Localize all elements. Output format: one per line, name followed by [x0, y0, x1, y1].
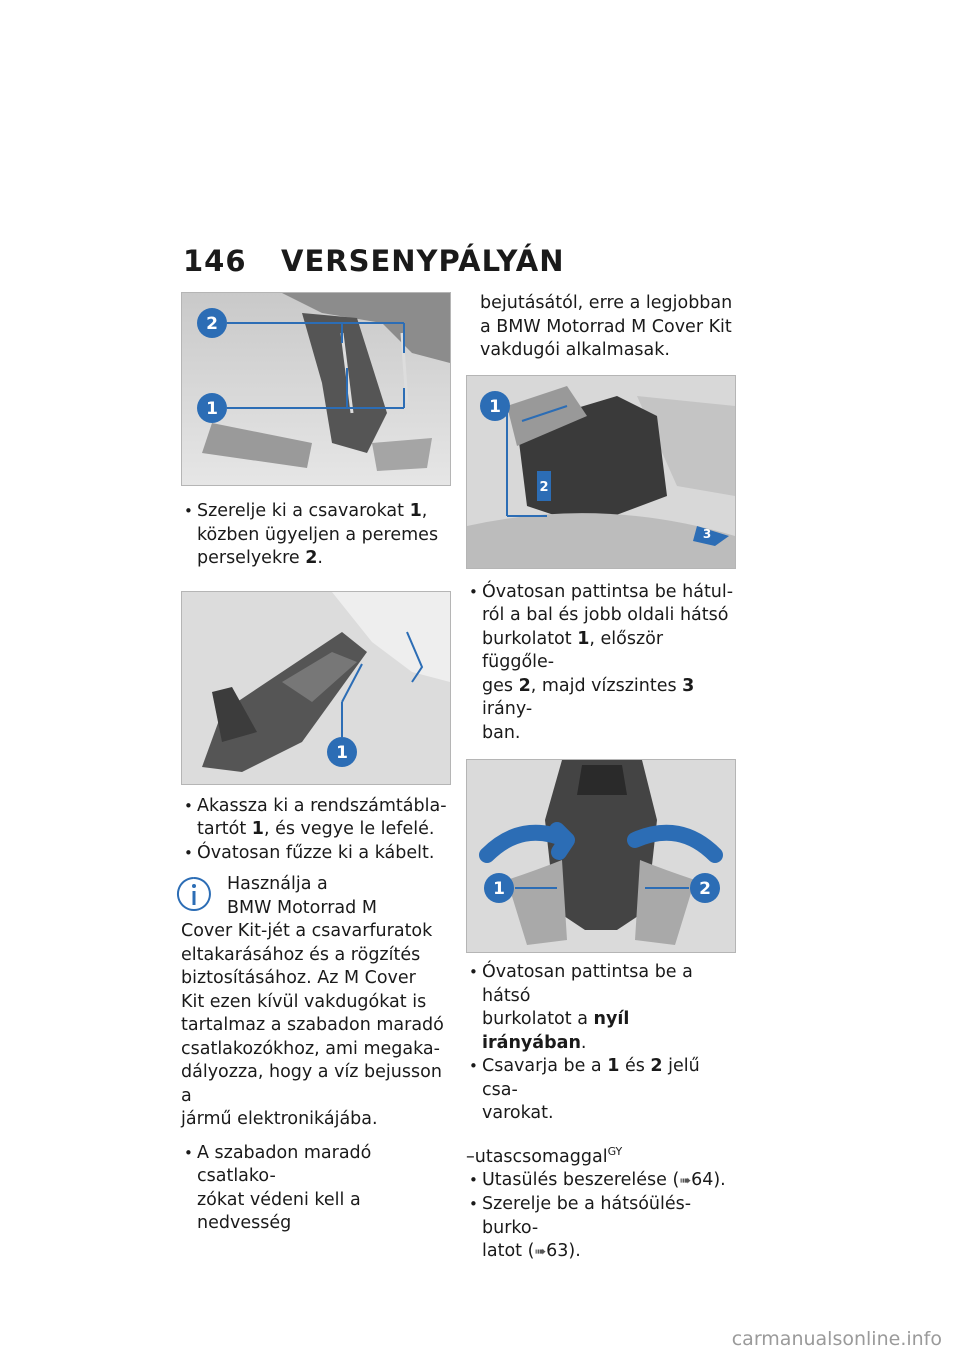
figure-holder-illustration [182, 592, 450, 784]
svg-text:1: 1 [493, 879, 505, 899]
svg-text:1: 1 [489, 396, 501, 417]
svg-text:2: 2 [206, 314, 218, 334]
svg-text:2: 2 [699, 879, 711, 899]
page-ref-arrow-icon: ➠ [679, 1172, 692, 1189]
figure-rear-illustration [467, 760, 735, 952]
step-install-rear-seat-cover: • Szerelje be a hátsóülés-burko- [469, 1194, 692, 1238]
svg-text:1: 1 [336, 742, 348, 763]
step-clip-rear-cover: • Óvatosan pattintsa be a hátsó [469, 962, 693, 1006]
page-ref-arrow-icon: ➠ [534, 1244, 547, 1261]
info-icon [175, 875, 213, 923]
step-install-passenger-seat: • Utasülés beszerelése (➠64). [469, 1169, 726, 1190]
figure-side-covers [466, 375, 736, 569]
step-remove-bolts: • Szerelje ki a csavarokat 1, [184, 501, 428, 521]
step-protect-connectors: • A szabadon maradó csatlako- [184, 1142, 372, 1186]
condition-passenger-pack: –utascsomaggal$^{GY}$ [466, 1144, 623, 1167]
svg-text:2: 2 [539, 479, 549, 495]
figure-bolts-removal [181, 292, 451, 486]
right-column: bejutásától, erre a legjobban a BMW Motorrad M Cover Kit vakdugói alkalmasak. 2 3 1 • Óvatosan pattintsa be hátul- ról a bal és jobb oldali hátsó burkolatot 1, először függőle- ges 2, majd vízszintes 3 irány- ban. 1 2 • Óvatosan pattintsa be a hátsó burkolatot a nyíl irányában. • Csavarja be a 1 és 2 jelű csa- varokat. –utascsomaggal$^{GY}$ • Utasülés beszerelése (➠64). • Szerelje be a hátsóülés-burko- latot (➠63). [466, 292, 736, 1265]
figure-rear-cover [466, 759, 736, 953]
page-title: VERSENYPÁLYÁN [281, 244, 565, 278]
step-unthread-cable: • Óvatosan fűzze ki a kábelt. [184, 842, 435, 863]
step-screw-in: • Csavarja be a 1 és 2 jelű csa- [469, 1056, 700, 1100]
page-number: 146 [183, 244, 247, 278]
watermark: carmanualsonline.info [731, 1328, 942, 1350]
info-note: Használja a BMW Motorrad M Cover Kit-jét a csavarfuratok eltakarásához és a rögzítés biztosításához. Az M Cover Kit ezen kívül vakdugókat is tartalmaz a szabadon maradó csatlakozókhoz, ami megaka- dályozza, hogy a víz bejusson a jármű elektronikájába. [181, 873, 451, 1132]
figure-covers-illustration [467, 376, 735, 568]
svg-text:3: 3 [702, 526, 712, 541]
figure-bolts-illustration [182, 293, 450, 485]
page-header [183, 244, 565, 278]
step-unhook-holder: • Akassza ki a rendszámtábla- [184, 795, 447, 816]
step-clip-side-covers: • Óvatosan pattintsa be hátul- [469, 581, 734, 602]
svg-text:1: 1 [206, 399, 218, 419]
figure-license-plate-holder [181, 591, 451, 785]
left-column: 2 1 • Szerelje ki a csavarokat 1, közben ügyeljen a peremes perselyekre 2. 1 • Akassza ki a rendszámtábla- tartót 1, és vegye le lefelé. • Óvatosan fűzze ki a kábelt. Használja a BMW Motorrad M Cover Kit-jét a csavarfuratok eltakarásához és a rögzítés biztosításához. Az M Cover Kit ezen kívül vakdugókat is tartalmaz a szabadon maradó csatlakozókhoz, ami megaka- dályozza, hogy a víz bejusson a jármű elektronikájába. • A szabadon maradó csatlako- zókat védeni kell a nedvesség [181, 292, 451, 1236]
